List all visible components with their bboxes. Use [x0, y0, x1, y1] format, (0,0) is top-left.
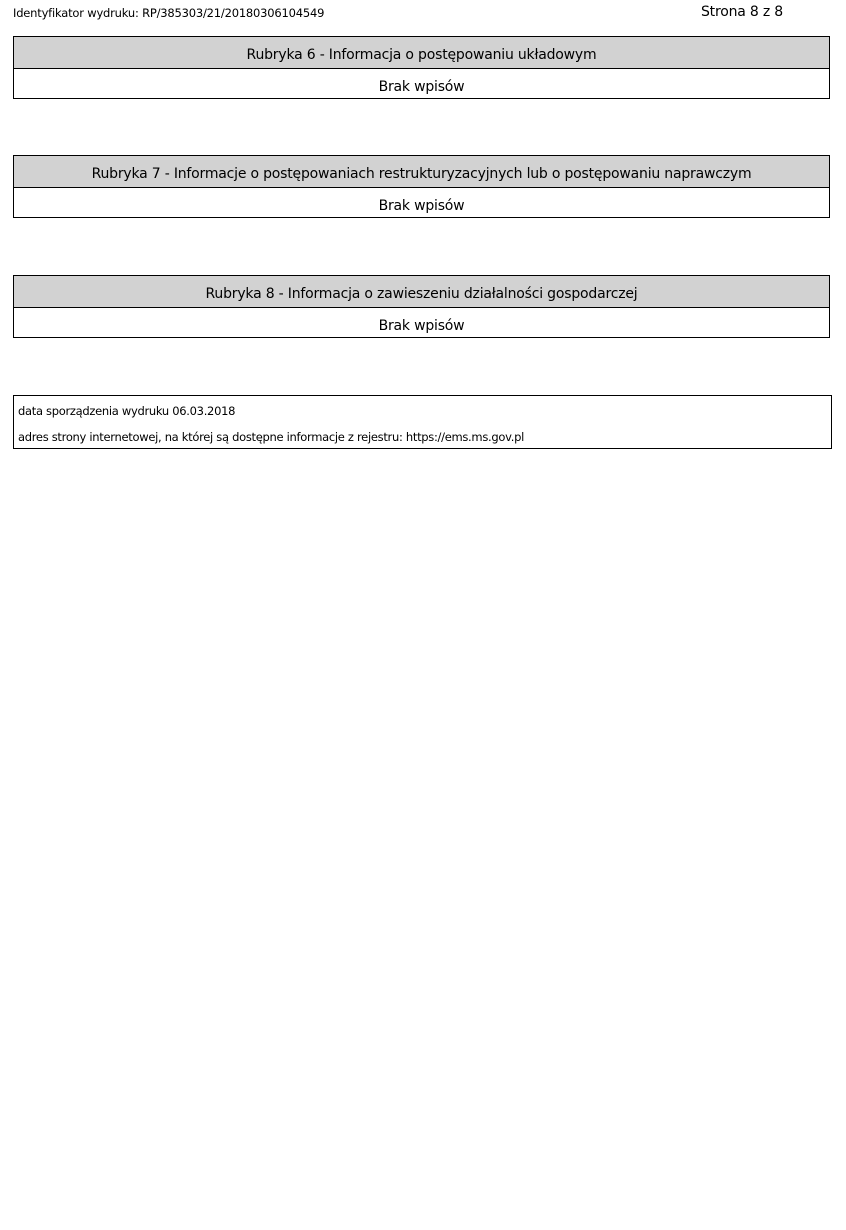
page-number: Strona 8 z 8 [701, 4, 783, 20]
section-content: Brak wpisów [378, 318, 465, 334]
section-content: Brak wpisów [378, 79, 465, 95]
section-title: Rubryka 7 - Informacje o postępowaniach restrukturyzacyjnych lub o postępowaniu naprawczym [14, 156, 829, 188]
section-title: Rubryka 8 - Informacja o zawieszeniu działalności gospodarczej [14, 276, 829, 308]
registry-url: adres strony internetowej, na której są dostępne informacje z rejestru: https://ems.ms.gov.pl [18, 430, 524, 444]
printout-footer [13, 395, 832, 449]
printout-date: data sporządzenia wydruku 06.03.2018 [18, 404, 236, 418]
printout-identifier: Identyfikator wydruku: RP/385303/21/20180306104549 [13, 6, 325, 20]
section-rubryka-7 [13, 155, 830, 218]
section-rubryka-6 [13, 36, 830, 99]
section-content: Brak wpisów [378, 198, 465, 214]
section-title: Rubryka 6 - Informacja o postępowaniu układowym [14, 37, 829, 69]
section-rubryka-8 [13, 275, 830, 338]
